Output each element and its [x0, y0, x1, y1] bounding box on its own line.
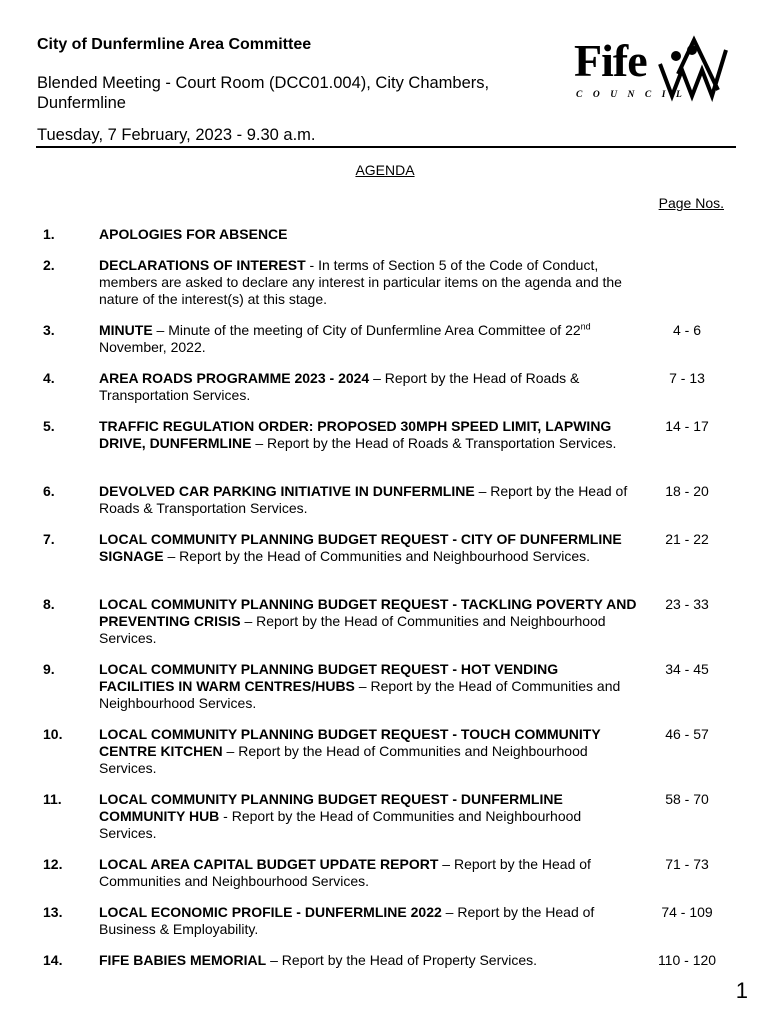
item-title: LOCAL COMMUNITY PLANNING BUDGET REQUEST - HOT VENDING FACILITIES IN WARM CENTRES/HUBS — [99, 661, 559, 694]
item-number: 10. — [43, 726, 63, 742]
item-text — [99, 370, 637, 404]
item-description: – Report by the Head of Communities and Neighbourhood Services. — [163, 548, 591, 564]
item-number: 1. — [43, 226, 55, 242]
agenda-heading: AGENDA — [355, 162, 415, 178]
item-description: - In terms of Section 5 of the Code of Conduct, members are asked to declare any interest in particular items on the agenda and the nature of the interest(s) at this stage. — [99, 257, 622, 307]
logo-mark-icon — [658, 34, 730, 106]
item-title: APOLOGIES FOR ABSENCE — [99, 226, 288, 242]
page-nos-heading: Page Nos. — [658, 195, 724, 211]
page-number: 1 — [735, 978, 748, 1003]
item-pages: 34 - 45 — [665, 661, 709, 677]
item-description: – Minute of the meeting of City of Dunfermline Area Committee of 22 — [152, 322, 581, 338]
item-description: – Report by the Head of Property Services. — [266, 952, 538, 968]
item-text — [99, 226, 637, 243]
item-number: 12. — [43, 856, 63, 872]
item-pages: 46 - 57 — [665, 726, 709, 742]
item-number: 14. — [43, 952, 63, 968]
item-description: – Report by the Head of Communities and Neighbourhood Services. — [99, 856, 591, 889]
item-title: DEVOLVED CAR PARKING INITIATIVE IN DUNFERMLINE — [99, 483, 475, 499]
item-number: 6. — [43, 483, 55, 499]
item-title: MINUTE — [99, 322, 153, 338]
item-number: 7. — [43, 531, 55, 547]
item-pages: 4 - 6 — [672, 322, 701, 338]
item-text — [99, 418, 637, 452]
item-title: DECLARATIONS OF INTEREST — [99, 257, 306, 273]
item-text — [99, 856, 637, 890]
item-description-end: November, 2022. — [99, 339, 206, 355]
item-text — [99, 531, 637, 565]
item-text — [99, 791, 637, 842]
item-pages: 74 - 109 — [661, 904, 713, 920]
item-description: - Report by the Head of Communities and Neighbourhood Services. — [99, 808, 582, 841]
item-text — [99, 952, 637, 969]
item-description: – Report by the Head of Roads & Transportation Services. — [99, 370, 580, 403]
item-pages: 7 - 13 — [669, 370, 705, 386]
header-rule — [36, 146, 736, 148]
item-title: LOCAL AREA CAPITAL BUDGET UPDATE REPORT — [99, 856, 439, 872]
item-number: 9. — [43, 661, 55, 677]
item-pages: 21 - 22 — [665, 531, 709, 547]
item-description: – Report by the Head of Roads & Transportation Services. — [251, 435, 617, 451]
logo-wordmark: Fife — [574, 35, 647, 86]
item-text — [99, 483, 637, 517]
item-description: – Report by the Head of Communities and Neighbourhood Services. — [99, 678, 621, 711]
item-pages: 14 - 17 — [665, 418, 709, 434]
item-pages: 23 - 33 — [665, 596, 709, 612]
item-number: 3. — [43, 322, 55, 338]
item-pages: 58 - 70 — [665, 791, 709, 807]
item-title: TRAFFIC REGULATION ORDER: PROPOSED 30MPH SPEED LIMIT, LAPWING DRIVE, DUNFERMLINE — [99, 418, 612, 451]
item-text — [99, 904, 637, 938]
item-pages: 71 - 73 — [665, 856, 709, 872]
item-description: – Report by the Head of Communities and Neighbourhood Services. — [99, 613, 606, 646]
item-title: AREA ROADS PROGRAMME 2023 - 2024 — [99, 370, 370, 386]
item-number: 8. — [43, 596, 55, 612]
meeting-date: Tuesday, 7 February, 2023 - 9.30 a.m. — [37, 126, 316, 144]
item-text — [99, 661, 637, 712]
item-number: 11. — [43, 791, 62, 807]
item-text — [99, 322, 637, 356]
item-description: – Report by the Head of Business & Employability. — [99, 904, 595, 937]
item-number: 13. — [43, 904, 63, 920]
item-description: – Report by the Head of Communities and Neighbourhood Services. — [99, 743, 588, 776]
item-number: 5. — [43, 418, 55, 434]
item-number: 2. — [43, 257, 55, 273]
item-text — [99, 596, 637, 647]
item-title: LOCAL COMMUNITY PLANNING BUDGET REQUEST - DUNFERMLINE COMMUNITY HUB — [99, 791, 563, 824]
item-title: LOCAL COMMUNITY PLANNING BUDGET REQUEST - TOUCH COMMUNITY CENTRE KITCHEN — [99, 726, 601, 759]
item-superscript: nd — [580, 321, 591, 332]
meeting-venue: Blended Meeting - Court Room (DCC01.004), City Chambers, Dunfermline — [37, 74, 490, 112]
fife-council-logo — [572, 34, 734, 106]
item-description: – Report by the Head of Roads & Transportation Services. — [99, 483, 628, 516]
item-pages: 110 - 120 — [657, 952, 717, 968]
item-title: FIFE BABIES MEMORIAL — [99, 952, 267, 968]
item-text — [99, 257, 637, 308]
committee-title: City of Dunfermline Area Committee — [37, 36, 312, 53]
item-title: LOCAL COMMUNITY PLANNING BUDGET REQUEST - TACKLING POVERTY AND PREVENTING CRISIS — [99, 596, 637, 629]
logo-subtitle: COUNCIL — [576, 90, 693, 100]
item-number: 4. — [43, 370, 55, 386]
item-title: LOCAL ECONOMIC PROFILE - DUNFERMLINE 2022 — [99, 904, 442, 920]
item-title: LOCAL COMMUNITY PLANNING BUDGET REQUEST - CITY OF DUNFERMLINE SIGNAGE — [99, 531, 622, 564]
item-pages: 18 - 20 — [665, 483, 709, 499]
item-text — [99, 726, 637, 777]
